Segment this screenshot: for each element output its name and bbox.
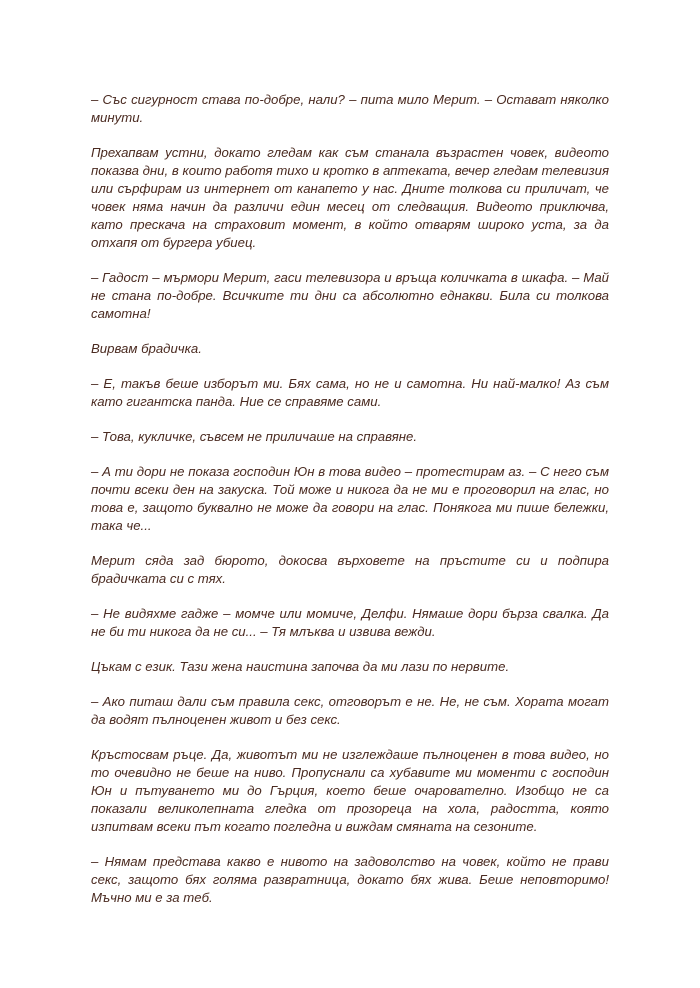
paragraph: – А ти дори не показа господин Юн в това видео – протестирам аз. – С него съм почти всеки ден на закуска. Той може и никога да не ми е проговорил на глас, но това е, защото буквално не може да говори на глас. Понякога ми пише бележки, така че... bbox=[91, 464, 609, 533]
body-text bbox=[91, 91, 609, 907]
paragraph: Мерит сяда зад бюрото, докосва върховете на пръстите си и подпира брадичката си с тях. bbox=[91, 553, 609, 586]
paragraph: – Това, кукличке, съвсем не приличаше на справяне. bbox=[91, 429, 418, 444]
paragraph: Цъкам с език. Тази жена наистина започва да ми лази по нервите. bbox=[91, 659, 510, 674]
paragraph: – Е, такъв беше изборът ми. Бях сама, но не и самотна. Ни най-малко! Аз съм като гигантска панда. Ние се справяме сами. bbox=[91, 376, 609, 409]
paragraph: – Гадост – мърмори Мерит, гаси телевизора и връща количката в шкафа. – Май не стана по-добре. Всичките ти дни са абсолютно еднакви. Била си толкова самотна! bbox=[91, 270, 609, 321]
paragraph: – Ако питаш дали съм правила секс, отговорът е не. Не, не съм. Хората могат да водят пълноценен живот и без секс. bbox=[91, 694, 609, 727]
paragraph: Кръстосвам ръце. Да, животът ми не изглеждаше пълноценен в това видео, но то очевидно не беше на ниво. Пропуснали са хубавите ми моменти с господин Юн и пътуването ми до Гърция, което беше очарователно. Изобщо не са показали великолепната гледка от прозореца на хола, радостта, която изпитвам всеки път когато погледна и виждам смяната на сезоните. bbox=[91, 747, 609, 834]
paragraph: – Не видяхме гадже – момче или момиче, Делфи. Нямаше дори бърза свалка. Да не би ти никога да не си... – Тя млъква и извива вежди. bbox=[91, 606, 609, 639]
paragraph: Прехапвам устни, докато гледам как съм станала възрастен човек, видеото показва дни, в които работя тихо и кротко в аптеката, вечер гледам телевизия или сърфирам из интернет от канапето у нас. Дните толкова си приличат, че човек няма начин да различи един месец от следващия. Видеото приключва, като прескача на страховит момент, в който отварям широко уста, за да отхапя от бургера убиец. bbox=[91, 145, 609, 250]
paragraph: – Със сигурност става по-добре, нали? – пита мило Мерит. – Остават няколко минути. bbox=[91, 92, 609, 125]
paragraph: Вирвам брадичка. bbox=[91, 341, 202, 356]
paragraph: – Нямам представа какво е нивото на задоволство на човек, който не прави секс, защото бях голяма развратница, докато бях жива. Беше неповторимо! Мъчно ми е за теб. bbox=[91, 854, 609, 905]
